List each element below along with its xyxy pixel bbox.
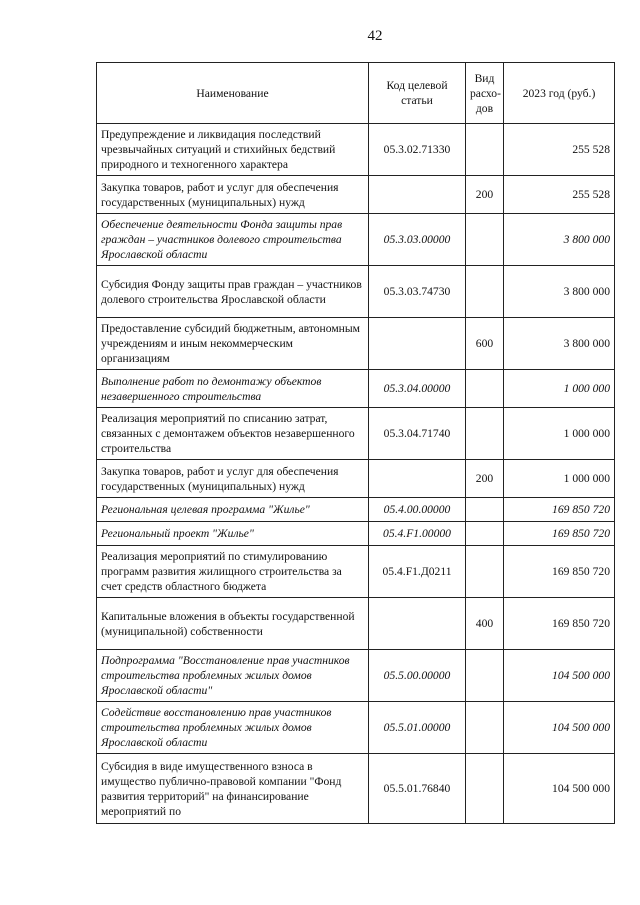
row-code-cell: [369, 318, 466, 370]
row-name-cell: Выполнение работ по демонтажу объектов незавершенного строительства: [97, 370, 369, 408]
row-code-cell: 05.5.00.00000: [369, 650, 466, 702]
row-amount-cell: 1 000 000: [504, 370, 615, 408]
row-amount-cell: 169 850 720: [504, 522, 615, 546]
row-amount-cell: 104 500 000: [504, 650, 615, 702]
row-name-cell: Закупка товаров, работ и услуг для обеспечения государственных (муниципальных) нужд: [97, 176, 369, 214]
table-row: [97, 214, 615, 266]
header-expense-type: Вид расхо-дов: [466, 63, 504, 124]
row-code-cell: 05.3.02.71330: [369, 124, 466, 176]
row-code-cell: 05.3.03.00000: [369, 214, 466, 266]
row-expense-type-cell: [466, 522, 504, 546]
table-row: [97, 266, 615, 318]
row-amount-cell: 169 850 720: [504, 598, 615, 650]
row-amount-cell: 3 800 000: [504, 214, 615, 266]
row-name-cell: Субсидия в виде имущественного взноса в имущество публично-правовой компании "Фонд развития территорий" на финансирование мероприятий по: [97, 754, 369, 824]
table-row: [97, 650, 615, 702]
row-amount-cell: 104 500 000: [504, 702, 615, 754]
row-amount-cell: 3 800 000: [504, 266, 615, 318]
row-expense-type-cell: 200: [466, 176, 504, 214]
row-code-cell: 05.4.F1.Д0211: [369, 546, 466, 598]
row-expense-type-cell: [466, 408, 504, 460]
row-name-cell: Реализация мероприятий по списанию затрат, связанных с демонтажем объектов незавершенного строительства: [97, 408, 369, 460]
table-row: [97, 370, 615, 408]
table-row: [97, 754, 615, 824]
table-row: [97, 702, 615, 754]
table-row: [97, 124, 615, 176]
row-code-cell: 05.3.04.71740: [369, 408, 466, 460]
row-name-cell: Подпрограмма "Восстановление прав участников строительства проблемных жилых домов Ярославской области": [97, 650, 369, 702]
row-expense-type-cell: 600: [466, 318, 504, 370]
row-name-cell: Капитальные вложения в объекты государственной (муниципальной) собственности: [97, 598, 369, 650]
row-expense-type-cell: [466, 498, 504, 522]
row-code-cell: [369, 598, 466, 650]
table-row: [97, 546, 615, 598]
table-body: [97, 124, 615, 824]
row-code-cell: 05.3.03.74730: [369, 266, 466, 318]
row-name-cell: Реализация мероприятий по стимулированию программ развития жилищного строительства за счет средств областного бюджета: [97, 546, 369, 598]
row-expense-type-cell: [466, 546, 504, 598]
row-name-cell: Региональный проект "Жилье": [97, 522, 369, 546]
row-expense-type-cell: [466, 214, 504, 266]
row-name-cell: Региональная целевая программа "Жилье": [97, 498, 369, 522]
row-expense-type-cell: [466, 650, 504, 702]
row-amount-cell: 1 000 000: [504, 408, 615, 460]
row-code-cell: 05.5.01.00000: [369, 702, 466, 754]
row-code-cell: [369, 460, 466, 498]
header-amount-2023: 2023 год (руб.): [504, 63, 615, 124]
row-expense-type-cell: [466, 702, 504, 754]
row-amount-cell: 1 000 000: [504, 460, 615, 498]
table-header-row: [97, 63, 615, 124]
row-expense-type-cell: [466, 124, 504, 176]
row-amount-cell: 255 528: [504, 124, 615, 176]
row-name-cell: Закупка товаров, работ и услуг для обеспечения государственных (муниципальных) нужд: [97, 460, 369, 498]
row-expense-type-cell: [466, 370, 504, 408]
row-name-cell: Субсидия Фонду защиты прав граждан – участников долевого строительства Ярославской области: [97, 266, 369, 318]
table-row: [97, 408, 615, 460]
row-amount-cell: 169 850 720: [504, 546, 615, 598]
row-code-cell: [369, 176, 466, 214]
row-amount-cell: 169 850 720: [504, 498, 615, 522]
row-amount-cell: 255 528: [504, 176, 615, 214]
table-row: [97, 318, 615, 370]
row-code-cell: 05.4.00.00000: [369, 498, 466, 522]
row-code-cell: 05.4.F1.00000: [369, 522, 466, 546]
page-number: 42: [367, 28, 383, 44]
header-code: Код целевой статьи: [369, 63, 466, 124]
table-row: [97, 498, 615, 522]
row-name-cell: Предупреждение и ликвидация последствий чрезвычайных ситуаций и стихийных бедствий природного и техногенного характера: [97, 124, 369, 176]
table-row: [97, 598, 615, 650]
table-row: [97, 522, 615, 546]
table-row: [97, 460, 615, 498]
row-name-cell: Содействие восстановлению прав участников строительства проблемных жилых домов Ярославской области: [97, 702, 369, 754]
row-expense-type-cell: [466, 754, 504, 824]
row-expense-type-cell: [466, 266, 504, 318]
row-code-cell: 05.5.01.76840: [369, 754, 466, 824]
row-amount-cell: 3 800 000: [504, 318, 615, 370]
row-expense-type-cell: 200: [466, 460, 504, 498]
row-expense-type-cell: 400: [466, 598, 504, 650]
budget-table: [96, 62, 615, 824]
row-amount-cell: 104 500 000: [504, 754, 615, 824]
header-name: Наименование: [97, 63, 369, 124]
row-name-cell: Предоставление субсидий бюджетным, автономным учреждениям и иным некоммерческим организациям: [97, 318, 369, 370]
table-row: [97, 176, 615, 214]
row-name-cell: Обеспечение деятельности Фонда защиты прав граждан – участников долевого строительства Ярославской области: [97, 214, 369, 266]
row-code-cell: 05.3.04.00000: [369, 370, 466, 408]
